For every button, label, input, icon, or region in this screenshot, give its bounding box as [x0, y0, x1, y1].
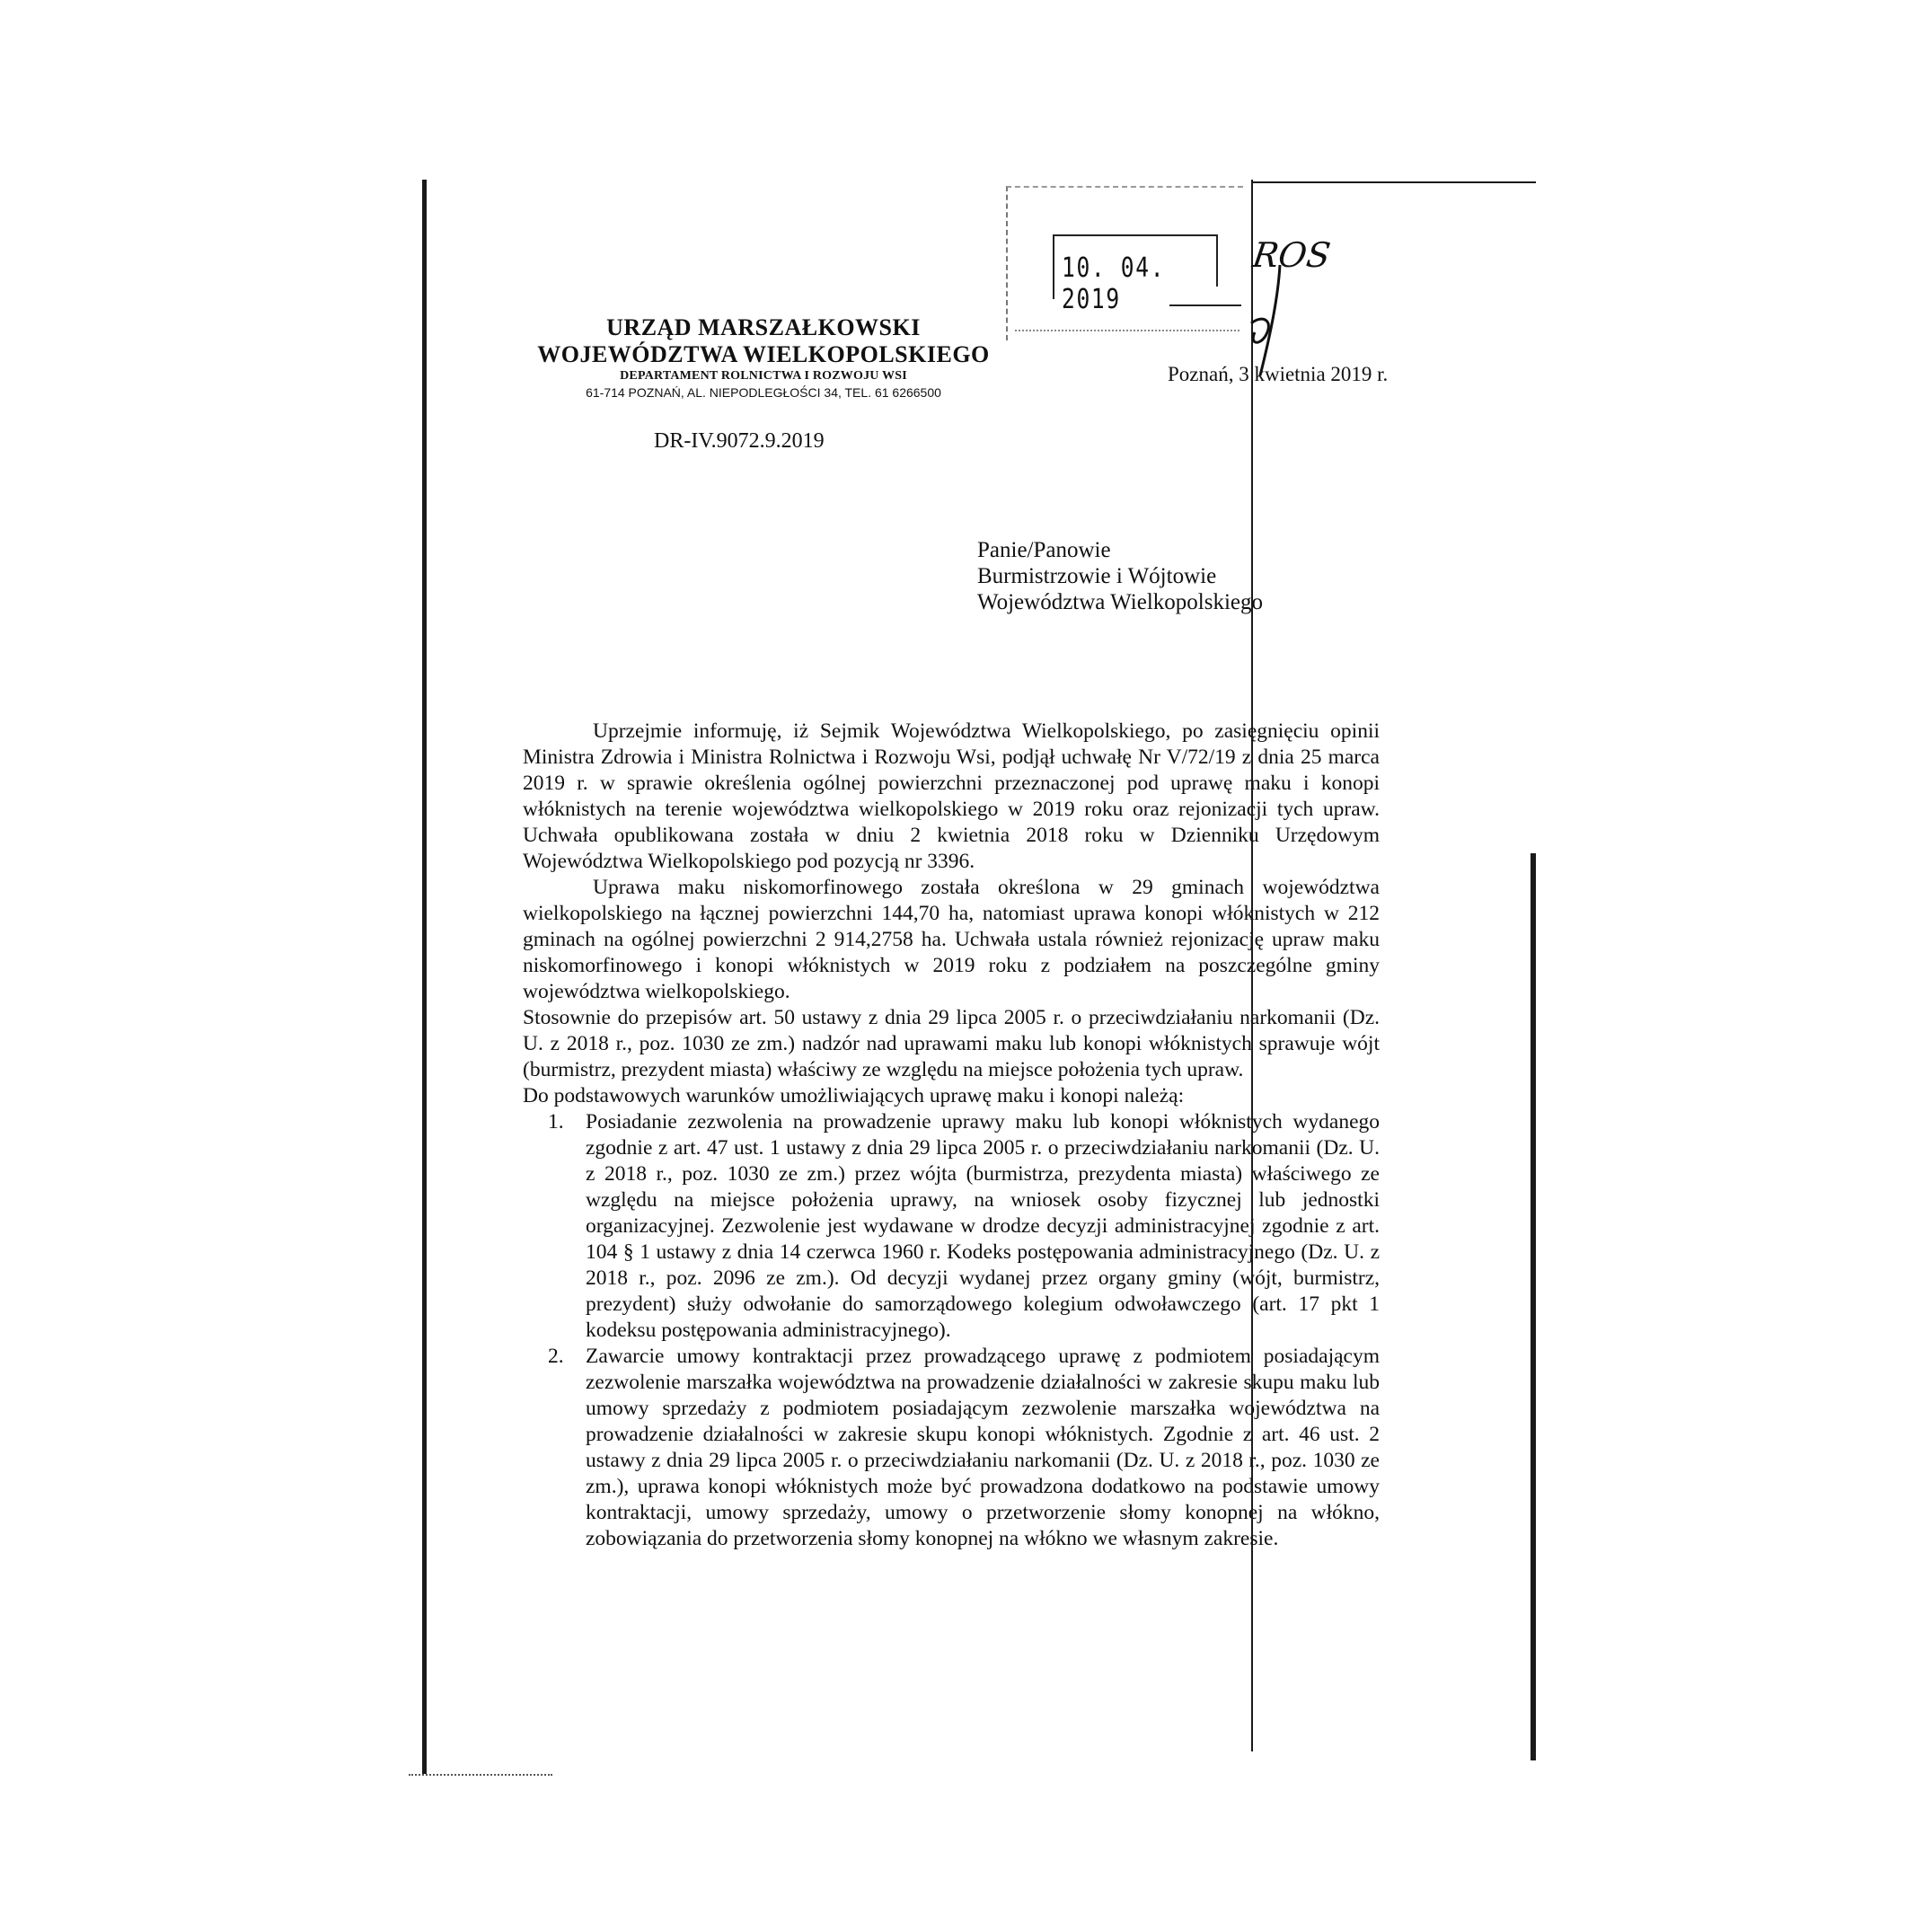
- office-address: 61-714 POZNAŃ, AL. NIEPODLEGŁOŚCI 34, TEL. 61 6266500: [586, 385, 941, 400]
- conditions-list: [523, 1109, 1380, 1552]
- stamp-date: 10. 04. 2019: [1062, 252, 1166, 315]
- office-name: URZĄD MARSZAŁKOWSKI: [606, 314, 921, 340]
- body-paragraph: Uprawa maku niskomorfinowego została określona w 29 gminach województwa wielkopolskiego na łącznej powierzchni 144,70 ha, natomiast uprawa konopi włóknistych w 212 gminach na ogólnej powierzchni 2 914,2758 ha. Uchwała ustala również rejonizację upraw maku niskomorfinowego i konopi włóknistych w 2019 roku z podziałem na poszczególne gminy województwa wielkopolskiego.: [523, 876, 1380, 1003]
- list-item: [523, 1344, 1380, 1552]
- scan-edge-left: [422, 180, 427, 1774]
- list-item-number: 1.: [548, 1110, 564, 1134]
- department-name: DEPARTAMENT ROLNICTWA I ROZWOJU WSI: [620, 369, 907, 383]
- letterhead: [530, 314, 997, 401]
- list-item-text: Posiadanie zezwolenia na prowadzenie uprawy maku lub konopi włóknistych wydanego zgodnie z art. 47 ust. 1 ustawy z dnia 29 lipca 2005 r. o przeciwdziałaniu narkomanii (Dz. U. z 2018 r., poz. 1030 ze zm.) przez wójta (burmistrza, prezydenta miasta) właściwego ze względu na miejsce położenia uprawy, na wniosek osoby fizycznej lub jednostki organizacyjnej. Zezwolenie jest wydawane w drodze decyzji administracyjnej zgodnie z art. 104 § 1 ustawy z dnia 14 czerwca 1960 r. Kodeks postępowania administracyjnego (Dz. U. z 2018 r., poz. 2096 ze zm.). Od decyzji wydanej przez organy gminy (wójt, burmistrz, prezydent) służy odwołanie do samorządowego kolegium odwoławczego (art. 17 pkt 1 kodeksu postępowania administracyjnego).: [586, 1110, 1380, 1342]
- list-item-number: 2.: [548, 1345, 564, 1368]
- region-name: WOJEWÓDZTWA WIELKOPOLSKIEGO: [537, 341, 990, 367]
- addressee-line: Burmistrzowie i Wójtowie: [977, 564, 1217, 588]
- handwritten-signature-mark: [1244, 260, 1289, 377]
- addressee: [977, 537, 1263, 615]
- addressee-line: Województwa Wielkopolskiego: [977, 590, 1263, 614]
- received-stamp: [1006, 186, 1243, 340]
- handwritten-annotation: ROS: [1249, 235, 1333, 275]
- body-paragraph: Uprzejmie informuję, iż Sejmik Województwa Wielkopolskiego, po zasięgnięciu opinii Ministra Zdrowia i Ministra Rolnictwa i Rozwoju Wsi, podjął uchwałę Nr V/72/19 z dnia 25 marca 2019 r. w sprawie określenia ogólnej powierzchni przeznaczonej pod uprawę maku i konopi włóknistych na terenie województwa wielkopolskiego w 2019 roku oraz rejonizacji tych upraw. Uchwała opublikowana została w dniu 2 kwietnia 2018 roku w Dzienniku Urzędowym Województwa Wielkopolskiego pod pozycją nr 3396.: [523, 719, 1380, 873]
- body-paragraph: Do podstawowych warunków umożliwiających uprawę maku i konopi należą:: [523, 1084, 1185, 1107]
- scan-noise: [409, 1774, 552, 1778]
- fold-line-horizontal: [1251, 181, 1536, 183]
- list-item-text: Zawarcie umowy kontraktacji przez prowadzącego uprawę z podmiotem posiadającym zezwolenie marszałka województwa na prowadzenie działalności w zakresie skupu maku lub umowy sprzedaży z podmiotem posiadającym zezwolenie marszałka województwa na prowadzenie działalności w zakresie skupu konopi włóknistych. Zgodnie z art. 46 ust. 2 ustawy z dnia 29 lipca 2005 r. o przeciwdziałaniu narkomanii (Dz. U. z 2018 r., poz. 1030 ze zm.), uprawa konopi włóknistych może być prowadzona dodatkowo na podstawie umowy kontraktacji, umowy sprzedaży, umowy o przetworzenie słomy konopnej na włókno, zobowiązania do przetworzenia słomy konopnej na włókno we własnym zakresie.: [586, 1345, 1380, 1550]
- scan-edge-right: [1531, 853, 1536, 1760]
- letter-body: [523, 719, 1380, 1552]
- date-line: Poznań, 3 kwietnia 2019 r.: [1168, 363, 1389, 385]
- body-paragraph: Stosownie do przepisów art. 50 ustawy z dnia 29 lipca 2005 r. o przeciwdziałaniu narkomanii (Dz. U. z 2018 r., poz. 1030 ze zm.) nadzór nad uprawami maku lub konopi włóknistych sprawuje wójt (burmistrz, prezydent miasta) właściwy ze względu na miejsce położenia tych upraw.: [523, 1006, 1380, 1081]
- addressee-line: Panie/Panowie: [977, 538, 1111, 562]
- list-item: [523, 1109, 1380, 1344]
- reference-number: DR-IV.9072.9.2019: [654, 429, 825, 453]
